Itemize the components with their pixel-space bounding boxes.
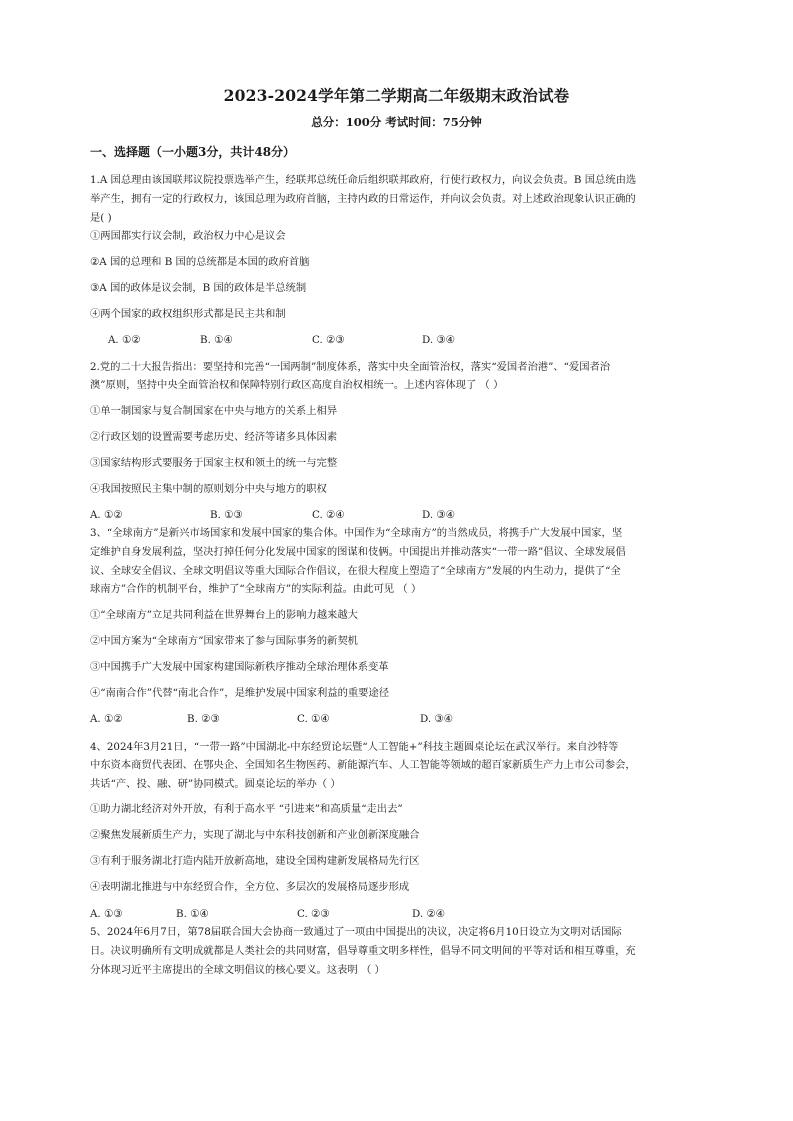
q4-option-b[interactable]: B. ①④ <box>176 908 209 920</box>
q1-stem-line-3: 是( ) <box>90 212 112 224</box>
q3-options <box>90 712 702 726</box>
q1-stem-line-1: 1.A 国总理由该国联邦议院投票选举产生，经联邦总统任命后组织联邦政府，行使行政权力，向议会负责。B 国总统由选 <box>90 174 637 186</box>
q2-option-b[interactable]: B. ①③ <box>210 509 243 521</box>
q3-option-c[interactable]: C. ①④ <box>297 713 330 725</box>
q4-option-d[interactable]: D. ②④ <box>412 908 445 920</box>
q2-statement-1: ①单一制国家与复合制国家在中央与地方的关系上相异 <box>90 405 338 417</box>
q3-stem-line-3: 议、全球安全倡议、全球文明倡议等重大国际合作倡议，在很大程度上塑造了“全球南方”发展的内生动力，提供了“全 <box>90 565 621 577</box>
q3-statement-2: ②中国方案为“全球南方”国家带来了参与国际事务的新契机 <box>90 635 358 647</box>
q2-options <box>90 508 702 522</box>
q4-option-a[interactable]: A. ①③ <box>90 908 123 920</box>
exam-subtitle: 总分：100分 考试时间：75分钟 <box>311 115 482 129</box>
q4-stem-line-3: 共话“产、投、融、研”协同模式。圆桌论坛的举办（ ） <box>90 778 341 790</box>
q1-option-b[interactable]: B. ①④ <box>200 334 233 346</box>
q2-statement-2: ②行政区划的设置需要考虑历史、经济等诸多具体因素 <box>90 431 338 443</box>
q4-statement-3: ③有利于服务湖北打造内陆开放新高地，建设全国构建新发展格局先行区 <box>90 855 420 867</box>
q4-statement-1: ①助力湖北经济对外开放，有利于高水平 “引进来”和高质量“走出去” <box>90 803 403 815</box>
q2-option-c[interactable]: C. ②④ <box>312 509 345 521</box>
q2-statement-3: ③国家结构形式要服务于国家主权和领土的统一与完整 <box>90 457 338 469</box>
q2-option-d[interactable]: D. ③④ <box>422 509 455 521</box>
q1-option-a[interactable]: A. ①② <box>108 334 141 346</box>
q1-option-c[interactable]: C. ②③ <box>312 334 345 346</box>
q1-statement-3: ③A 国的政体是议会制，B 国的政体是半总统制 <box>90 282 307 294</box>
q3-stem-line-1: 3、“全球南方”是新兴市场国家和发展中国家的集合体。中国作为“全球南方”的当然成员，将携手广大发展中国家，坚 <box>90 527 623 539</box>
q1-stem-line-2: 举产生，拥有一定的行政权力，该国总理为政府首脑，主持内政的日常运作，并向议会负责。对上述政治现象认识正确的 <box>90 193 636 205</box>
q2-statement-4: ④我国按照民主集中制的原则划分中央与地方的职权 <box>90 483 327 495</box>
q4-statement-4: ④表明湖北推进与中东经贸合作，全方位、多层次的发展格局逐步形成 <box>90 881 410 893</box>
section-heading: 一、选择题（一小题3分，共计48分） <box>90 145 296 159</box>
q1-statement-1: ①两国都实行议会制，政治权力中心是议会 <box>90 230 286 242</box>
q4-stem-line-1: 4、2024年3月21日，“一带一路”中国湖北-中东经贸论坛暨“人工智能+”科技主题圆桌论坛在武汉举行。来自沙特等 <box>90 741 619 753</box>
q3-option-b[interactable]: B. ②③ <box>187 713 220 725</box>
q3-statement-3: ③中国携手广大发展中国家构建国际新秩序推动全球治理体系变革 <box>90 661 389 673</box>
q1-statement-2: ②A 国的总理和 B 国的总统都是本国的政府首脑 <box>90 256 310 268</box>
q1-option-d[interactable]: D. ③④ <box>422 334 455 346</box>
q5-stem-line-1: 5、2024年6月7日，第78届联合国大会协商一致通过了一项由中国提出的决议，决定将6月10日设立为文明对话国际 <box>90 926 622 938</box>
q2-stem-line-2: 澳”原则，坚持中央全面管治权和保障特别行政区高度自治权相统一。上述内容体现了 （ ） <box>90 379 504 391</box>
q5-stem-line-3: 分体现习近平主席提出的全球文明倡议的核心要义。这表明 （ ） <box>90 964 385 976</box>
q3-statement-4: ④“南南合作”代替“南北合作”，是维护发展中国家利益的重要途径 <box>90 687 390 699</box>
q4-options <box>90 907 702 921</box>
q3-stem-line-2: 定维护自身发展利益，坚决打掉任何分化发展中国家的图谋和伎俩。中国提出并推动落实“一带一路”倡议、全球发展倡 <box>90 546 626 558</box>
q4-stem-line-2: 中东资本商贸代表团、在鄂央企、全国知名生物医药、新能源汽车、人工智能等领域的超百家新质生产力上市公司参会， <box>90 759 636 771</box>
q4-option-c[interactable]: C. ②③ <box>297 908 330 920</box>
q1-options <box>90 333 702 347</box>
q2-option-a[interactable]: A. ①② <box>90 509 123 521</box>
q3-option-a[interactable]: A. ①② <box>90 713 123 725</box>
q3-option-d[interactable]: D. ③④ <box>420 713 453 725</box>
q5-stem-line-2: 日。决议明确所有文明成就都是人类社会的共同财富，倡导尊重文明多样性，倡导不同文明间的平等对话和相互尊重，充 <box>90 945 636 957</box>
exam-title: 2023-2024学年第二学期高二年级期末政治试卷 <box>223 86 570 105</box>
q4-statement-2: ②聚焦发展新质生产力，实现了湖北与中东科技创新和产业创新深度融合 <box>90 829 420 841</box>
q3-stem-line-4: 球南方”合作的机制平台，维护了“全球南方”的实际利益。由此可见 （ ） <box>90 583 422 595</box>
q1-statement-4: ④两个国家的政权组织形式都是民主共和制 <box>90 308 286 320</box>
q3-statement-1: ①“全球南方”立足共同利益在世界舞台上的影响力越来越大 <box>90 609 358 621</box>
q2-stem-line-1: 2.党的二十大报告指出：要坚持和完善“一国两制”制度体系，落实中央全面管治权，落实“爱国者治港”、“爱国者治 <box>90 361 611 373</box>
